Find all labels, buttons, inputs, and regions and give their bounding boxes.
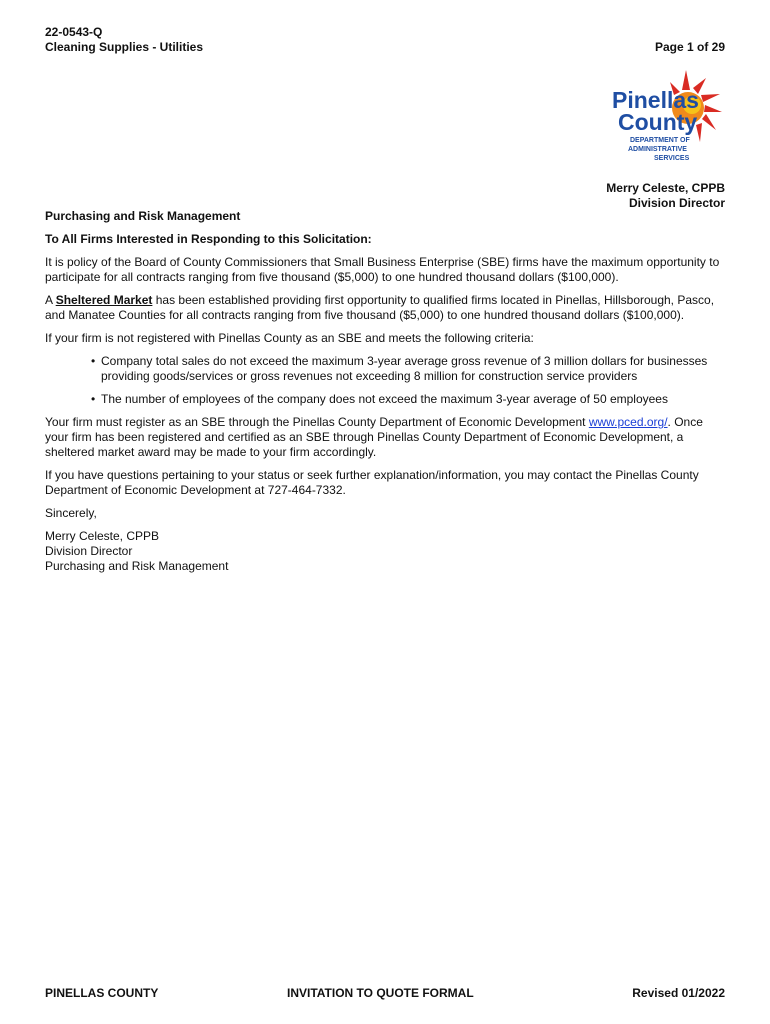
paragraph-criteria-intro: If your firm is not registered with Pinellas County as an SBE and meets the following criteria: [45,331,534,345]
director-title: Division Director [628,196,725,210]
sheltered-market-label: Sheltered Market [55,293,153,307]
letter-body [45,209,727,574]
sun-logo-icon [608,68,723,168]
signature-title: Division Director [45,544,133,558]
logo-dept-line3: SERVICES [654,155,690,162]
document-header [45,25,203,55]
footer-right: Revised 01/2022 [632,986,725,1000]
signature-name: Merry Celeste, CPPB [45,529,160,543]
signature-department: Purchasing and Risk Management [45,559,229,573]
paragraph-policy: It is policy of the Board of County Commissioners that Small Business Enterprise (SBE) firms have the maximum opportunity to participate for all contracts ranging from five thousand ($5,000) to one hundred thousand dollars ($100,000). [45,255,720,284]
logo-dept-line1: DEPARTMENT OF [630,137,690,144]
footer-left: PINELLAS COUNTY [45,986,159,1000]
criteria-list [45,354,727,407]
para2-prefix: A [45,293,56,307]
para4-rest: . Once your firm has been registered and certified as an SBE through Pinellas County Department of Economic Development, a sheltered market award may be made to your firm accordingly. [45,415,703,459]
pced-link[interactable]: www.pced.org/ [588,415,668,429]
footer-center: INVITATION TO QUOTE FORMAL [287,986,474,1000]
logo-text-county: County [618,109,698,135]
paragraph-contact: If you have questions pertaining to your status or seek further explanation/information, you may contact the Pinellas County Department of Economic Development at 727-464-7332. [45,468,699,497]
logo-text-pinellas: Pinellas [612,87,699,113]
logo-dept-line2: ADMINISTRATIVE [628,146,687,153]
paragraph-registration [45,415,727,460]
para2-rest: has been established providing first opportunity to qualified firms located in Pinellas, Hillsborough, Pasco, and Manatee Counties for all contracts ranging from five thousand ($5,000) to one hundred thousand dollars ($100,000). [45,293,715,322]
director-name: Merry Celeste, CPPB [606,181,725,195]
signature-block [45,529,727,574]
reference-number: 22-0543-Q [45,25,103,39]
criteria-item-employees: • The number of employees of the company does not exceed the maximum 3-year average of 50 employees [101,392,727,407]
department-name: Purchasing and Risk Management [45,209,241,223]
pinellas-county-logo [608,68,723,168]
document-title: Cleaning Supplies - Utilities [45,40,204,54]
page-number: Page 1 of 29 [654,40,725,54]
criteria-item-sales: • Company total sales do not exceed the maximum 3-year average gross revenue of 3 million dollars for businesses providing goods/services or gross revenues not exceeding 8 million for construction service providers [101,354,727,384]
closing: Sincerely, [45,506,97,520]
paragraph-sheltered-market [45,293,727,323]
signature-block-top [606,181,725,211]
salutation: To All Firms Interested in Responding to this Solicitation: [45,232,372,246]
para4-prefix: Your firm must register as an SBE through the Pinellas County Department of Economic Development [45,415,589,429]
